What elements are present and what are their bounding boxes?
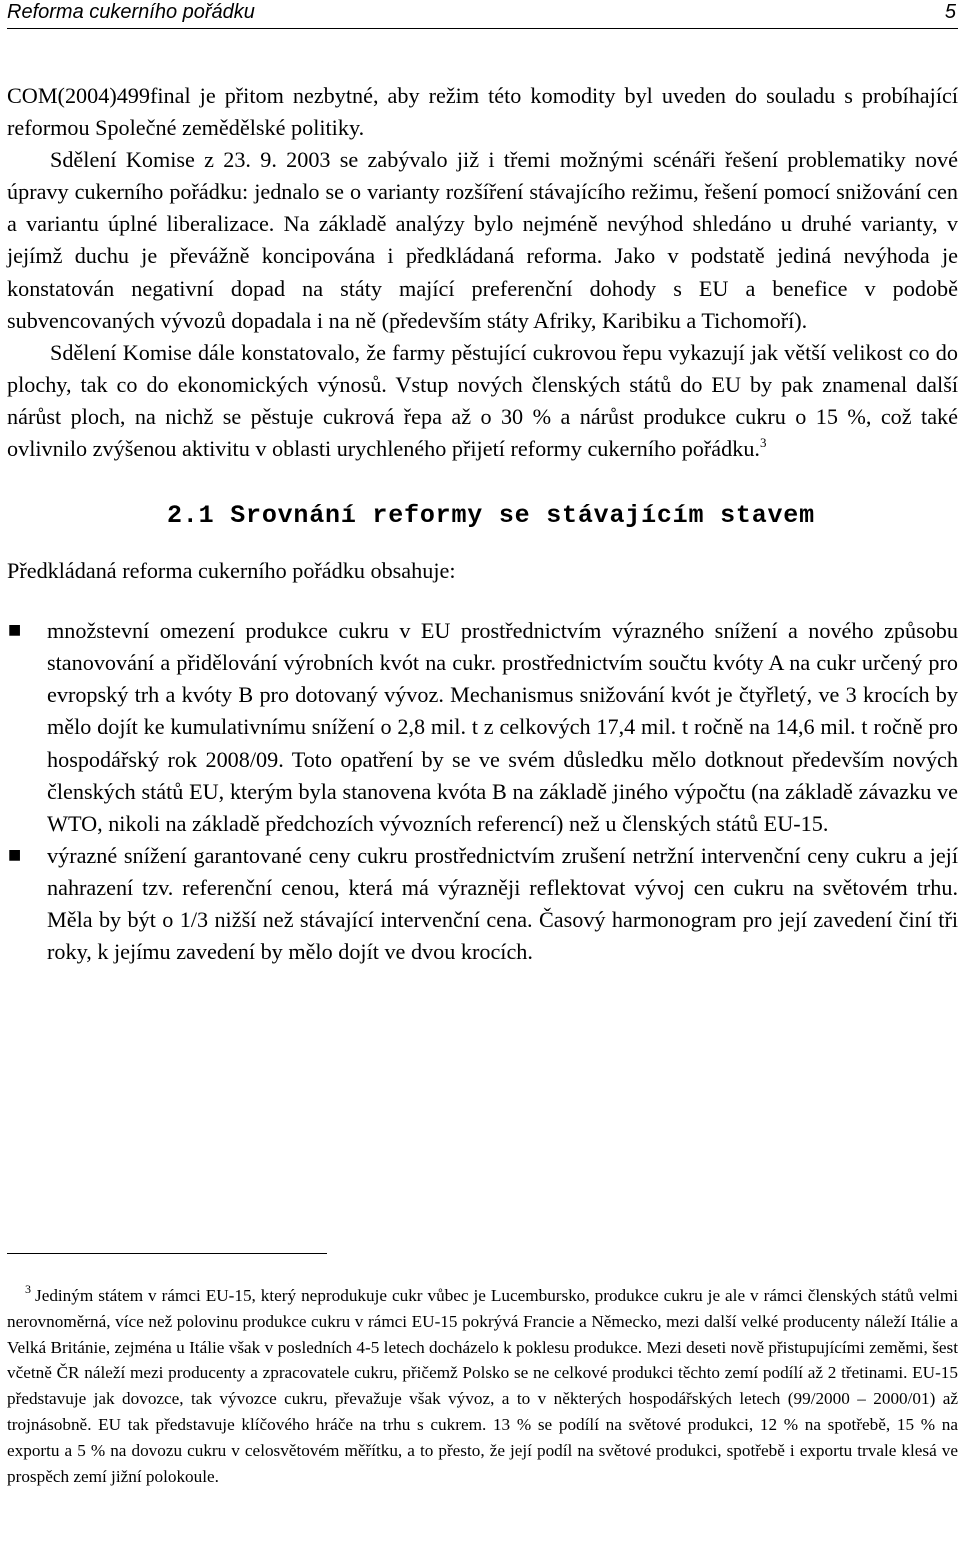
list-item: [7, 615, 958, 840]
square-bullet-icon: ■: [8, 622, 22, 639]
page-number: 5: [944, 1, 956, 23]
section-intro: Předkládaná reforma cukerního pořádku obsahuje:: [7, 558, 456, 584]
header-title: Reforma cukerního pořádku: [7, 1, 255, 23]
running-header: [7, 0, 958, 30]
list-item: [7, 840, 958, 968]
header-rule: [7, 28, 958, 29]
paragraph-2: Sdělení Komise z 23. 9. 2003 se zabývalo již i třemi možnými scénáři řešení problematiky nové úpravy cukerního pořádku: jednalo se o varianty rozšíření stávajícího režimu, řešení pomocí snižování cen a variantu úplné liberalizace. Na základě analýzy bylo nejméně nevýhod shledáno u druhé varianty, v jejímž duchu je převážně koncipována i předkládaná reforma. Jako v podstatě jediná nevýhoda je konstatován negativní dopad na státy mající preferenční dohody s EU a benefice v podobě subvencovaných vývozů dopadala i na ně (především státy Afriky, Karibiku a Tichomoří).: [7, 147, 958, 333]
footnote: [7, 1283, 958, 1489]
footnote-reference: 3: [759, 435, 767, 451]
section-heading: 2.1 Srovnání reformy se stávajícím stavem: [167, 501, 815, 531]
document-page: [7, 0, 958, 1486]
footnote-text: Jediným státem v rámci EU-15, který neprodukuje cukr vůbec je Lucembursko, produkce cukru je ale v rámci členských států velmi nerovnoměrná, více než polovinu produkce cukru v rámci EU-15 pokrývá Francie a Německo, mezi další velké producenty náleží Itálie a Velká Británie, zejména u Itálie však v posledních 4-5 letech docházelo k poklesu produkce. Mezi deseti nově přistupujícími zeměmi, šest včetně ČR náleží mezi producenty a zpracovatele cukru, přičemž Polsko se ne celkové produkci těchto zemí podílí až 2 třetinami. EU-15 představuje jak dovozce, tak vývozce cukru, převažuje však vývoz, a to v některých hospodářských letech (99/2000 – 2000/01) až trojnásobně. EU tak představuje klíčového hráče na trhu s cukrem. 13 % se podílí na světové produkci, 12 % na spotřebě, 15 % na exportu a 5 % na dovozu cukru v celosvětovém měřítku, a to přesto, že její podíl na světové produkci, spotřebě i exportu trvale klesá ve prospěch zemí jižní polokoule.: [7, 1286, 958, 1486]
footnote-separator: [7, 1253, 327, 1254]
square-bullet-icon: ■: [8, 846, 22, 863]
list-item-text: množstevní omezení produkce cukru v EU prostřednictvím výrazného snížení a nového způsobu stanovování a přidělování výrobních kvót na cukr. prostřednictvím součtu kvóty A na cukr určený pro evropský trh a kvóty B pro dotovaný vývoz. Mechanismus snižování kvót je čtyřletý, ve 3 krocích by mělo dojít ke kumulativnímu snížení o 2,8 mil. t z celkových 17,4 mil. t ročně na 14,6 mil. t ročně pro hospodářský rok 2008/09. Toto opatření by se ve svém důsledku mělo dotknout především nových členských států EU, kterým byla stanovena kvóta B na základě jiného výpočtu (na základě závazku ve WTO, nikoli na základě předchozích vývozních referencí) než u členských států EU-15.: [47, 618, 958, 836]
reform-bullet-list: [7, 615, 958, 968]
paragraph-3: [7, 337, 958, 465]
list-item-text: výrazné snížení garantované ceny cukru prostřednictvím zrušení netržní intervenční ceny cukru a její nahrazení tzv. referenční cenou, která má výrazněji reflektovat vývoj cen cukru na světovém trhu. Měla by být o 1/3 nižší než stávající intervenční cena. Časový harmonogram pro její zavedení činí tři roky, k jejímu zavedení by mělo dojít ve dvou krocích.: [47, 842, 958, 965]
paragraph-1: COM(2004)499final je přitom nezbytné, aby režim této komodity byl uveden do souladu s probíhající reformou Společné zemědělské politiky.: [7, 83, 958, 141]
footnote-number: 3: [25, 1282, 31, 1296]
paragraph-3-text: Sdělení Komise dále konstatovalo, že farmy pěstující cukrovou řepu vykazují jak větší velikost co do plochy, tak co do ekonomických výnosů. Vstup nových členských států do EU by pak znamenal další nárůst ploch, na nichž se pěstuje cukrová řepa až o 30 % a nárůst produkce cukru o 15 %, což také ovlivnilo zvýšenou aktivitu v oblasti urychleného přijetí reformy cukerního pořádku.: [7, 339, 958, 462]
